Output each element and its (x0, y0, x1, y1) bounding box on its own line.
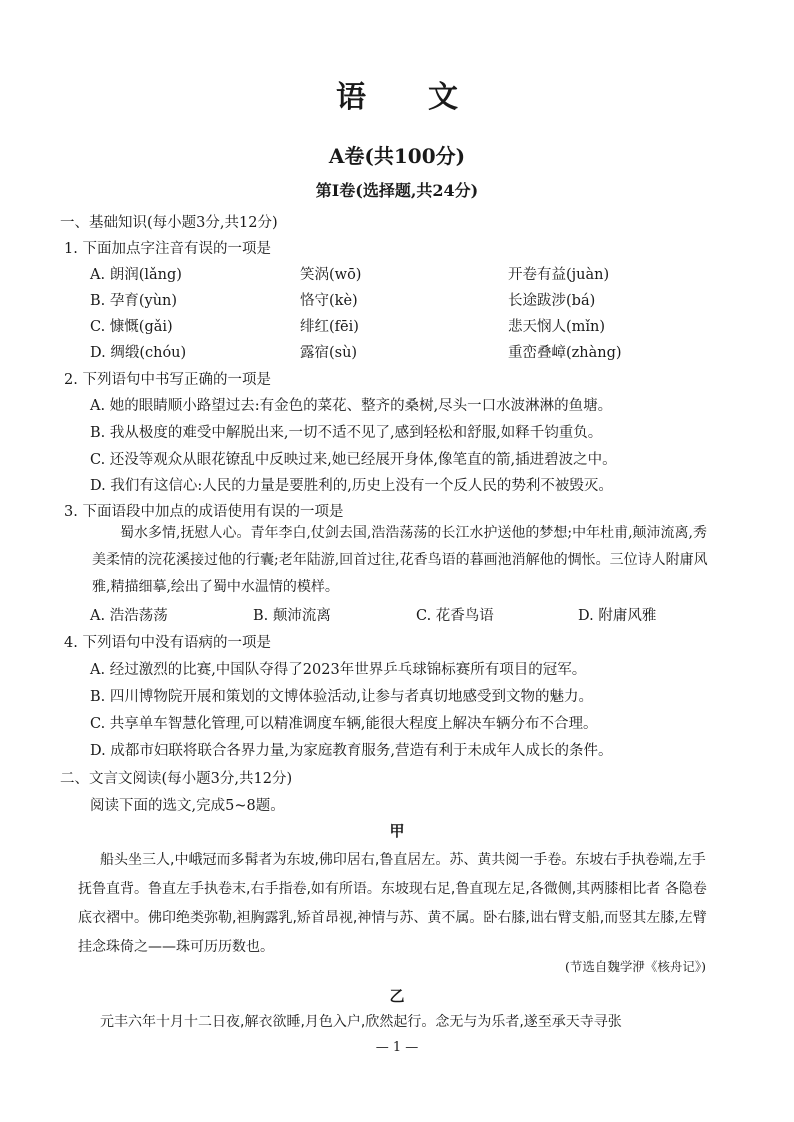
passage-jia-text: 船头坐三人,中峨冠而多髯者为东坡,佛印居右,鲁直居左。苏、黄共阅一手卷。东坡右手执卷端,左手抚鲁直背。鲁直左手执卷末,右手指卷,如有所语。东坡现右足,鲁直现左足,各微侧,其两膝相比者 各隐卷底衣褶中。佛印绝类弥勒,袒胸露乳,矫首昂视,神情与苏、黄不属。卧右膝,诎右臂支船,而竖其左膝,左臂挂念珠倚之——珠可历历数也。 (78, 852, 707, 955)
q2-stem: 2. 下列语句中书写正确的一项是 (64, 372, 271, 388)
page-number: — 1 — (375, 1040, 419, 1055)
q1-b-col1: B. 孕育(yùn) (90, 293, 178, 309)
passage-yi-label: 乙 (389, 987, 405, 1005)
q1-a-col3: 开卷有益(juàn) (508, 267, 610, 283)
q2-option-c: C. 还没等观众从眼花镣乱中反映过来,她已经展开身体,像笔直的箭,插进碧波之中。 (90, 452, 617, 468)
q3-choice-c: C. 花香鸟语 (416, 608, 494, 624)
section2-heading: 二、文言文阅读(每小题3分,共12分) (60, 771, 293, 787)
q1-a-col2: 笑涡(wō) (300, 267, 362, 283)
q1-c-col1: C. 慷慨(gǎi) (90, 319, 173, 335)
section1-heading: 一、基础知识(每小题3分,共12分) (60, 215, 278, 231)
q1-c-col3: 悲天悯人(mǐn) (508, 319, 606, 335)
volume-a-title: A卷(共100分) (328, 144, 466, 168)
page-title: 语文 (336, 80, 520, 115)
q2-option-a: A. 她的眼睛顺小路望过去:有金色的菜花、整齐的桑树,尽头一口水波淋淋的鱼塘。 (90, 398, 613, 414)
q3-passage: 蜀水多情,抚慰人心。青年李白,仗剑去国,浩浩荡荡的长江水护送他的梦想;中年杜甫,颠沛流离,秀美柔情的浣花溪接过他的行囊;老年陆游,回首过往,花香鸟语的暮画池消解他的惆怅。三位诗人附庸风雅,精描细摹,绘出了蜀中水温情的模样。 (92, 525, 708, 595)
q1-d-col1: D. 绸缎(chóu) (90, 345, 187, 361)
passage-jia-source: (节选自魏学洢《核舟记》) (564, 959, 706, 974)
q3-choice-b: B. 颠沛流离 (253, 608, 331, 624)
q1-d-col2: 露宿(sù) (300, 345, 358, 361)
q1-stem: 1. 下面加点字注音有误的一项是 (64, 241, 271, 257)
q4-stem: 4. 下列语句中没有语病的一项是 (64, 635, 271, 651)
part-one-title: 第Ⅰ卷(选择题,共24分) (315, 181, 479, 200)
passage-yi-text: 元丰六年十月十二日夜,解衣欲睡,月色入户,欣然起行。念无与为乐者,遂至承天寺寻张 (100, 1014, 622, 1030)
q1-b-col3: 长途跋涉(bá) (508, 293, 596, 309)
section2-instruction: 阅读下面的选文,完成5~8题。 (90, 798, 285, 814)
q1-a-col1: A. 朗润(lǎng) (90, 267, 182, 283)
q1-b-col2: 恪守(kè) (300, 293, 358, 309)
q3-stem: 3. 下面语段中加点的成语使用有误的一项是 (64, 504, 344, 520)
q4-option-b: B. 四川博物院开展和策划的文博体验活动,让参与者真切地感受到文物的魅力。 (90, 689, 593, 705)
q4-option-d: D. 成都市妇联将联合各界力量,为家庭教育服务,营造有利于未成年人成长的条件。 (90, 743, 613, 759)
q3-choice-d: D. 附庸风雅 (578, 608, 657, 624)
q2-option-d: D. 我们有这信心:人民的力量是要胜利的,历史上没有一个反人民的势利不被毁灭。 (90, 478, 613, 494)
q3-choice-a: A. 浩浩荡荡 (90, 608, 168, 624)
q4-option-c: C. 共享单车智慧化管理,可以精准调度车辆,能很大程度上解决车辆分布不合理。 (90, 716, 598, 732)
q1-d-col3: 重峦叠嶂(zhàng) (508, 345, 622, 361)
q4-option-a: A. 经过激烈的比赛,中国队夺得了2023年世界乒乓球锦标赛所有项目的冠军。 (90, 662, 587, 678)
q1-c-col2: 绯红(fēi) (300, 319, 359, 335)
passage-jia-label: 甲 (389, 822, 405, 840)
q2-option-b: B. 我从极度的难受中解脱出来,一切不适不见了,感到轻松和舒服,如释千钧重负。 (90, 425, 603, 441)
